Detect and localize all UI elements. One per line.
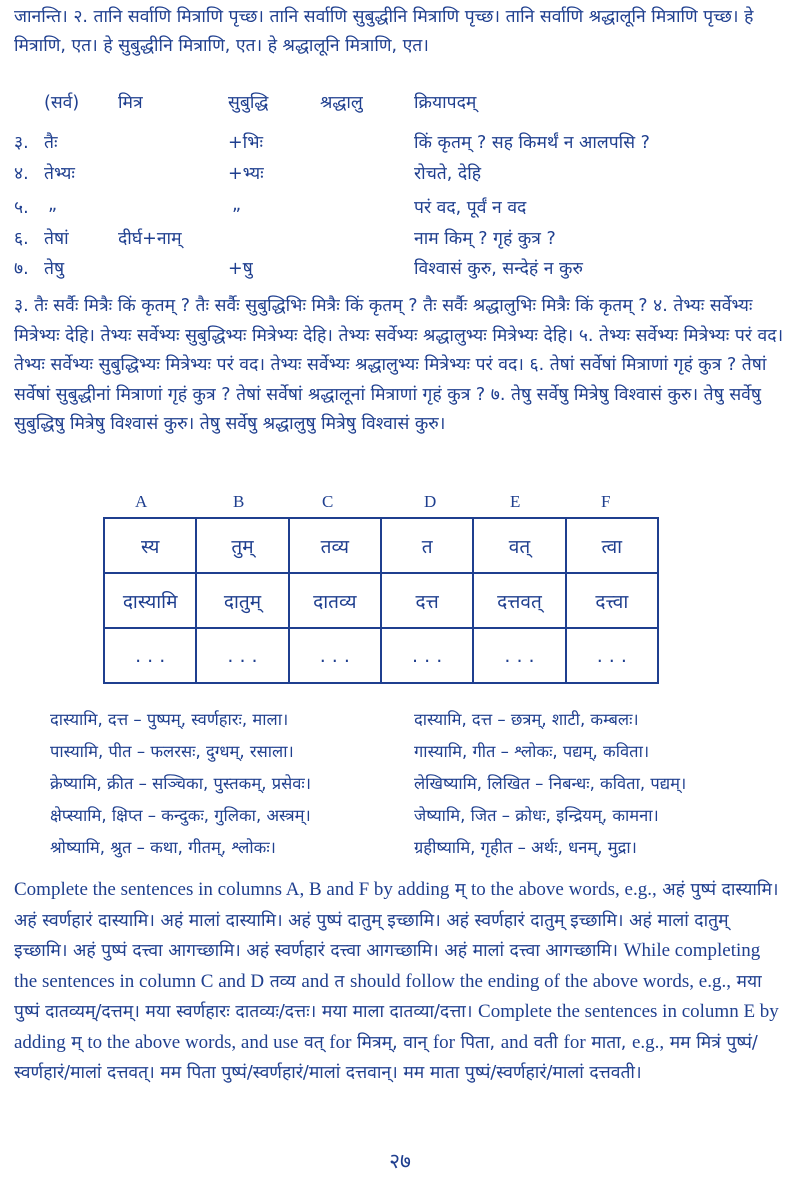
row-subuddhi: +षु (228, 259, 253, 279)
grid-cell-suffix: स्य (104, 518, 196, 573)
column-letter-a: A (135, 492, 148, 511)
decl-row (0, 256, 800, 280)
word-list-left-item: क्रेष्यामि, क्रीत – सञ्चिका, पुस्तकम्, प्रसेवः। (50, 774, 311, 793)
row-kriyapadam: विश्वासं कुरु, सन्देहं न कुरु (414, 259, 583, 279)
word-list-left-item: पास्यामि, पीत – फलरसः, दुग्धम्, रसाला। (50, 742, 294, 761)
sanskrit-term: माता, (591, 1032, 627, 1053)
row-subuddhi: +भ्यः (228, 164, 264, 184)
row-number: ६. (14, 229, 29, 249)
instruction-text: and (500, 1031, 529, 1053)
column-letter-d: D (424, 492, 437, 511)
word-list-right-item: गास्यामि, गीत – श्लोकः, पद्यम्, कविता। (414, 742, 650, 761)
grid-cell-suffix: त्वा (566, 518, 658, 573)
instruction-text: e.g., (631, 1031, 665, 1053)
grid-cell-example: दत्त्वा (566, 573, 658, 628)
suffix-grid (103, 517, 659, 684)
row-sarva: „ (48, 195, 58, 215)
decl-table-header (0, 90, 800, 114)
grid-cell-suffix: तव्य (289, 518, 381, 573)
decl-row (0, 130, 800, 154)
instruction-text: While completing the sentences in column C and D (14, 940, 761, 992)
word-list-right-item: ग्रहीष्यामि, गृहीत – अर्थः, धनम्, मुद्रा। (414, 838, 637, 857)
row-number: ३. (14, 133, 29, 153)
grid-cell-placeholder: . . . (289, 628, 381, 683)
grid-cell-placeholder: . . . (104, 628, 196, 683)
header-sarva: (सर्व) (44, 93, 80, 113)
sanskrit-term: वत् (303, 1032, 324, 1053)
word-list-left-item: क्षेप्स्यामि, क्षिप्त – कन्दुकः, गुलिका, अस्त्रम्। (50, 806, 311, 825)
sanskrit-term: पिता, (460, 1032, 496, 1053)
row-sarva: तेषां (44, 229, 69, 249)
decl-row (0, 195, 800, 219)
row-number: ४. (14, 164, 29, 184)
example-row (104, 573, 658, 628)
row-subuddhi: +भिः (228, 133, 264, 153)
column-letter-e: E (510, 492, 521, 511)
instruction-text: to the above words, e.g., (470, 879, 657, 900)
grid-cell-placeholder: . . . (473, 628, 565, 683)
placeholder-row (104, 628, 658, 683)
column-letters (0, 492, 800, 514)
instruction-text: and (301, 970, 329, 992)
sanskrit-term: तव्य (269, 971, 296, 992)
page-number: २७ (389, 1149, 411, 1173)
sanskrit-term: वती (533, 1032, 558, 1053)
grid-cell-example: दास्यामि (104, 573, 196, 628)
row-kriyapadam: परं वद, पूर्वं न वद (414, 198, 527, 218)
grid-cell-suffix: त (381, 518, 473, 573)
row-kriyapadam: किं कृतम् ? सह किमर्थं न आलपसि ? (414, 133, 650, 153)
instruction-text: Complete the sentences in column E by adding (14, 1001, 779, 1053)
grid-cell-example: दत्तवत् (473, 573, 565, 628)
instruction-text: for (432, 1031, 455, 1053)
intro-paragraph: जानन्ति। २. तानि सर्वाणि मित्राणि पृच्छ। तानि सर्वाणि सुबुद्धीनि मित्राणि पृच्छ। तानि सर्वाणि श्रद्धालूनि मित्राणि पृच्छ। हे मित्राणि, एत। हे सुबुद्धीनि मित्राणि, एत। हे श्रद्धालूनि मित्राणि, एत। (14, 7, 754, 56)
row-sarva: तैः (44, 133, 58, 153)
sanskrit-term: मित्रम्, (357, 1032, 398, 1053)
row-kriyapadam: रोचते, देहि (414, 164, 482, 184)
row-mitra: दीर्घ+नाम् (118, 229, 182, 249)
row-number: ७. (14, 259, 29, 279)
row-sarva: तेषु (44, 259, 65, 279)
instruction-text: Complete the sentences in columns A, B and F by adding (14, 879, 450, 900)
instructions-paragraph (14, 875, 786, 1089)
decl-row (0, 226, 800, 250)
suffix-row (104, 518, 658, 573)
column-letter-b: B (233, 492, 245, 511)
grid-cell-example: दत्त (381, 573, 473, 628)
word-list-right-item: जेष्यामि, जित – क्रोधः, इन्द्रियम्, कामना। (414, 806, 659, 825)
sanskrit-term: त (334, 971, 345, 992)
header-shraddhalu: श्रद्धालु (320, 93, 363, 113)
header-subuddhi: सुबुद्धि (228, 93, 269, 113)
word-list-left-item: श्रोष्यामि, श्रुत – कथा, गीतम्, श्लोकः। (50, 838, 276, 857)
word-list-right-item: दास्यामि, दत्त – छत्रम्, शाटी, कम्बलः। (414, 710, 639, 729)
sanskrit-example: मया पुष्पं दातव्यम्/दत्तम्। मया स्वर्णहारः दातव्यः/दत्तः। मया माला दातव्या/दत्ता। (14, 971, 762, 1022)
word-list-left-item: दास्यामि, दत्त – पुष्पम्, स्वर्णहारः, माला। (50, 710, 289, 729)
row-number: ५. (14, 198, 29, 218)
row-kriyapadam: नाम किम् ? गृहं कुत्र ? (414, 229, 556, 249)
column-letter-c: C (322, 492, 334, 511)
grid-cell-suffix: वत् (473, 518, 565, 573)
instruction-text: for (329, 1031, 352, 1053)
sanskrit-example: मम मित्रं पुष्पं/स्वर्णहारं/मालां दत्तवत्। मम पिता पुष्पं/स्वर्णहारं/मालां दत्तवान्। मम माता पुष्पं/स्वर्णहारं/मालां दत्तवती। (14, 1032, 758, 1083)
column-letter-f: F (601, 492, 611, 511)
grid-cell-placeholder: . . . (196, 628, 288, 683)
grid-cell-placeholder: . . . (566, 628, 658, 683)
sanskrit-term: म् (71, 1032, 82, 1053)
grid-cell-example: दातव्य (289, 573, 381, 628)
examples-paragraph: ३. तैः सर्वैः मित्रैः किं कृतम् ? तैः सर्वैः सुबुद्धिभिः मित्रैः किं कृतम् ? तैः सर्वैः श्रद्धालुभिः मित्रैः किं कृतम् ? ४. तेभ्यः सर्वेभ्यः मित्रेभ्यः देहि। तेभ्यः सर्वेभ्यः सुबुद्धिभ्यः मित्रेभ्यः देहि। तेभ्यः सर्वेभ्यः श्रद्धालुभ्यः मित्रेभ्यः देहि। ५. तेभ्यः सर्वेभ्यः मित्रेभ्यः परं वद। तेभ्यः सर्वेभ्यः सुबुद्धिभ्यः मित्रेभ्यः परं वद। तेभ्यः सर्वेभ्यः श्रद्धालुभ्यः मित्रेभ्यः परं वद। ६. तेषां सर्वेषां मित्राणां गृहं कुत्र ? तेषां सर्वेषां सुबुद्धीनां मित्राणां गृहं कुत्र ? तेषां सर्वेषां श्रद्धालूनां मित्राणां गृहं कुत्र ? ७. तेषु सर्वेषु मित्रेषु विश्वासं कुरु। तेषु सर्वेषु सुबुद्धिषु मित्रेषु विश्वासं कुरु। तेषु सर्वेषु श्रद्धालुषु मित्रेषु विश्वासं कुरु। (14, 296, 784, 434)
decl-row (0, 161, 800, 185)
row-sarva: तेभ्यः (44, 164, 75, 184)
sanskrit-term: म् (454, 880, 466, 900)
word-list-right-item: लेखिष्यामि, लिखित – निबन्धः, कविता, पद्यम्। (414, 774, 687, 793)
instruction-text: for (563, 1031, 586, 1053)
sanskrit-example: अहं पुष्पं दास्यामि। अहं स्वर्णहारं दास्यामि। अहं मालां दास्यामि। अहं पुष्पं दातुम् इच्छामि। अहं स्वर्णहारं दातुम् इच्छामि। अहं मालां दातुम् इच्छामि। अहं पुष्पं दत्त्वा आगच्छामि। अहं स्वर्णहारं दत्त्वा आगच्छामि। अहं मालां दत्त्वा आगच्छामि। (14, 880, 779, 961)
header-mitra: मित्र (118, 93, 143, 113)
grid-cell-example: दातुम् (196, 573, 288, 628)
grid-cell-placeholder: . . . (381, 628, 473, 683)
instruction-text: to the above words, and use (87, 1031, 299, 1053)
grid-cell-suffix: तुम् (196, 518, 288, 573)
row-subuddhi: „ (232, 195, 242, 215)
instruction-text: should follow the ending of the above words, e.g., (349, 970, 731, 992)
header-kriyapadam: क्रियापदम् (414, 93, 477, 113)
sanskrit-term: वान् (403, 1032, 428, 1053)
